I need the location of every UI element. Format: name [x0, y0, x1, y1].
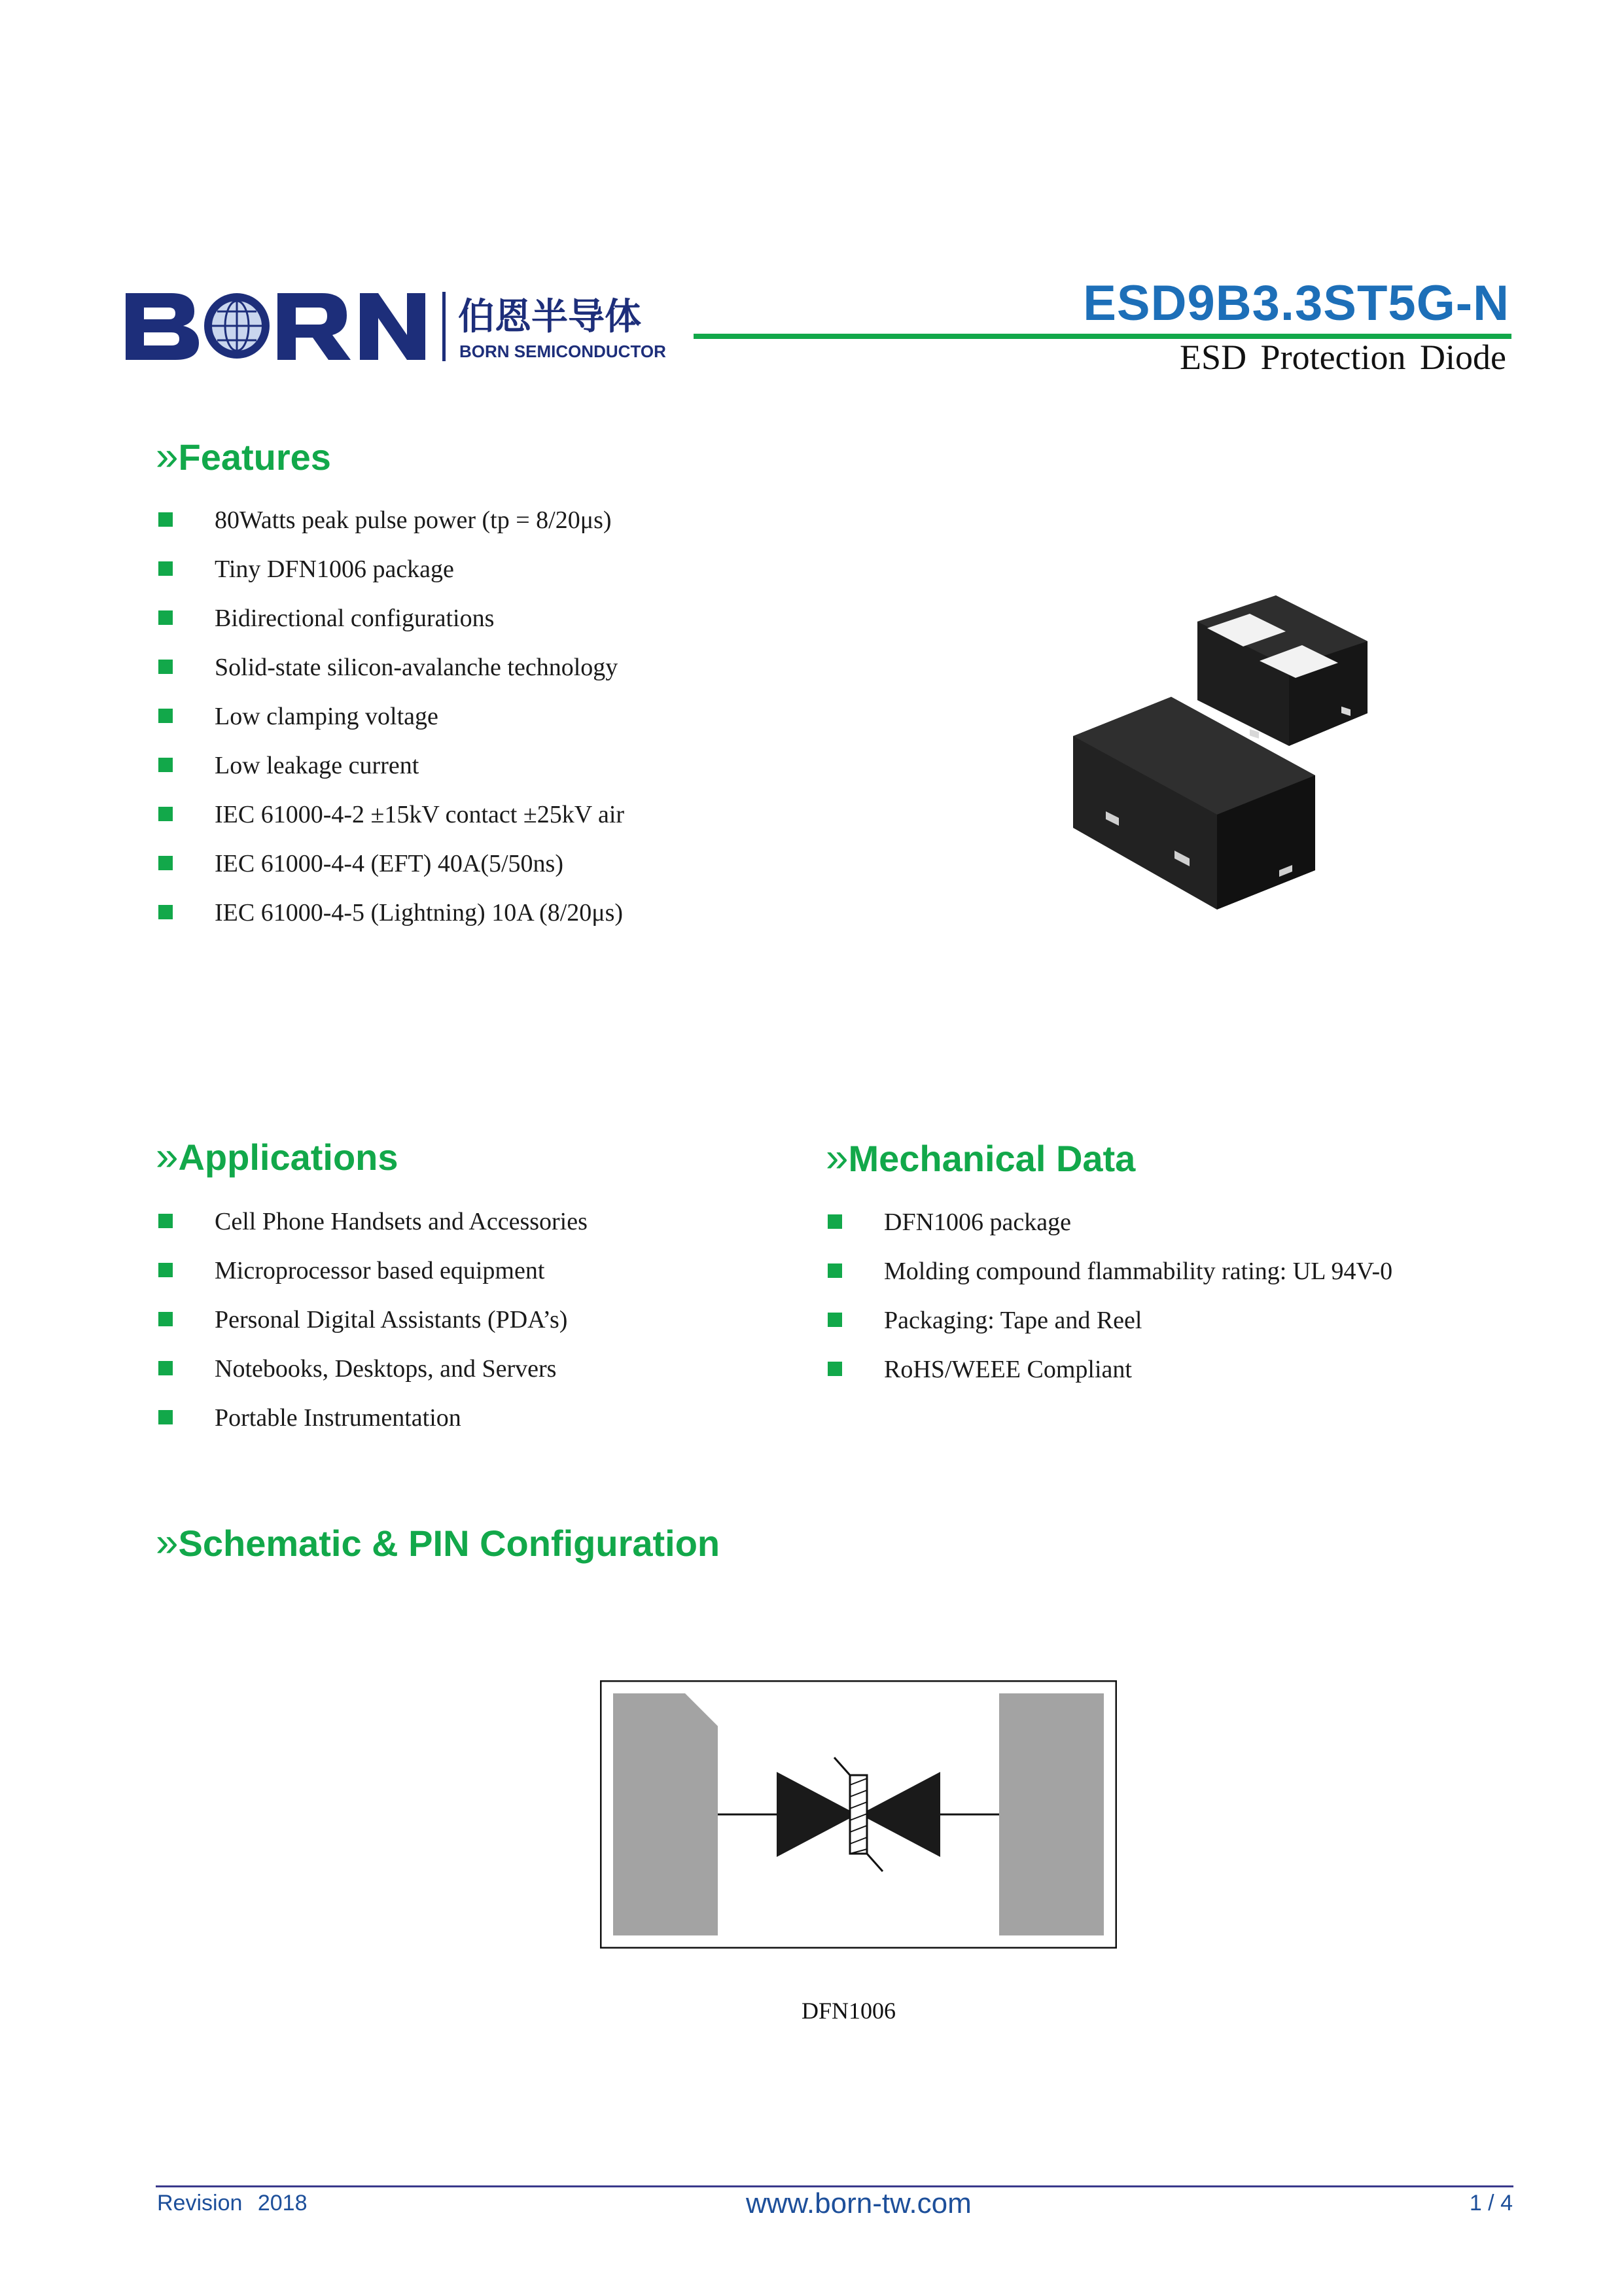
product-package-image — [1060, 589, 1413, 929]
features-heading — [156, 433, 331, 480]
list-item-text: Solid-state silicon-avalanche technology — [215, 654, 618, 681]
list-item-text: Bidirectional configurations — [215, 605, 495, 632]
bullet-square-icon — [828, 1263, 842, 1278]
list-item-text: Low clamping voltage — [215, 703, 438, 730]
list-item-text: IEC 61000-4-4 (EFT) 40A(5/50ns) — [215, 850, 563, 877]
bullet-square-icon — [158, 1312, 173, 1326]
footer-website-link[interactable]: www.born-tw.com — [746, 2187, 972, 2219]
pin-2-pad — [999, 1693, 1104, 1935]
bullet-square-icon — [158, 807, 173, 821]
bullet-square-icon — [158, 1361, 173, 1375]
list-item-text: IEC 61000-4-5 (Lightning) 10A (8/20μs) — [215, 899, 624, 927]
bullet-square-icon — [158, 1410, 173, 1424]
mechanical-data-heading — [826, 1135, 1135, 1181]
bullet-square-icon — [158, 512, 173, 527]
list-item-text: Tiny DFN1006 package — [215, 556, 454, 583]
part-number: ESD9B3.3ST5G-N — [1083, 275, 1509, 331]
chevron-icon: » — [826, 1135, 849, 1180]
chevron-icon: » — [156, 1134, 179, 1179]
bullet-square-icon — [158, 709, 173, 723]
bullet-square-icon — [158, 1214, 173, 1228]
bullet-square-icon — [158, 561, 173, 576]
bullet-square-icon — [828, 1214, 842, 1229]
logo-english-name: BORN SEMICONDUCTOR — [459, 342, 666, 361]
package-bottom-view — [1197, 595, 1368, 746]
list-item-text: RoHS/WEEE Compliant — [884, 1356, 1132, 1383]
list-item-text: IEC 61000-4-2 ±15kV contact ±25kV air — [215, 801, 625, 828]
list-item-text: Low leakage current — [215, 752, 419, 779]
logo-chinese-name: 伯恩半导体 — [458, 296, 641, 338]
applications-heading — [156, 1133, 398, 1180]
pin-1-pad — [613, 1693, 718, 1935]
chevron-icon: » — [156, 1520, 179, 1565]
bullet-square-icon — [158, 905, 173, 919]
bullet-square-icon — [158, 758, 173, 772]
features-title: Features — [178, 436, 331, 478]
schematic-title: Schematic & PIN Configuration — [178, 1523, 720, 1564]
applications-title: Applications — [178, 1137, 398, 1178]
list-item-text: Cell Phone Handsets and Accessories — [215, 1208, 588, 1235]
bullet-square-icon — [158, 660, 173, 674]
list-item-text: Notebooks, Desktops, and Servers — [215, 1355, 557, 1383]
list-item-text: Portable Instrumentation — [215, 1404, 461, 1432]
mechanical-data-title: Mechanical Data — [848, 1138, 1136, 1179]
bullet-square-icon — [158, 610, 173, 625]
schematic-caption: DFN1006 — [802, 1998, 896, 2024]
list-item-text: DFN1006 package — [884, 1209, 1071, 1236]
footer-page-number: 1 / 4 — [1469, 2191, 1513, 2216]
born-logo — [126, 287, 688, 365]
bullet-square-icon — [158, 1263, 173, 1277]
bullet-square-icon — [158, 856, 173, 870]
schematic-heading — [156, 1519, 720, 1566]
list-item-text: Microprocessor based equipment — [215, 1257, 545, 1284]
list-item-text: 80Watts peak pulse power (tp = 8/20μs) — [215, 506, 612, 534]
schematic-diagram — [600, 1680, 1117, 1949]
bullet-square-icon — [828, 1313, 842, 1327]
footer-revision: Revision 2018 — [157, 2191, 308, 2216]
list-item-text: Packaging: Tape and Reel — [884, 1307, 1142, 1334]
part-description: ESD Protection Diode — [1180, 338, 1506, 377]
chevron-icon: » — [156, 434, 179, 479]
list-item-text: Molding compound flammability rating: UL 94V-0 — [884, 1258, 1393, 1285]
bullet-square-icon — [828, 1362, 842, 1376]
list-item-text: Personal Digital Assistants (PDA’s) — [215, 1306, 568, 1333]
